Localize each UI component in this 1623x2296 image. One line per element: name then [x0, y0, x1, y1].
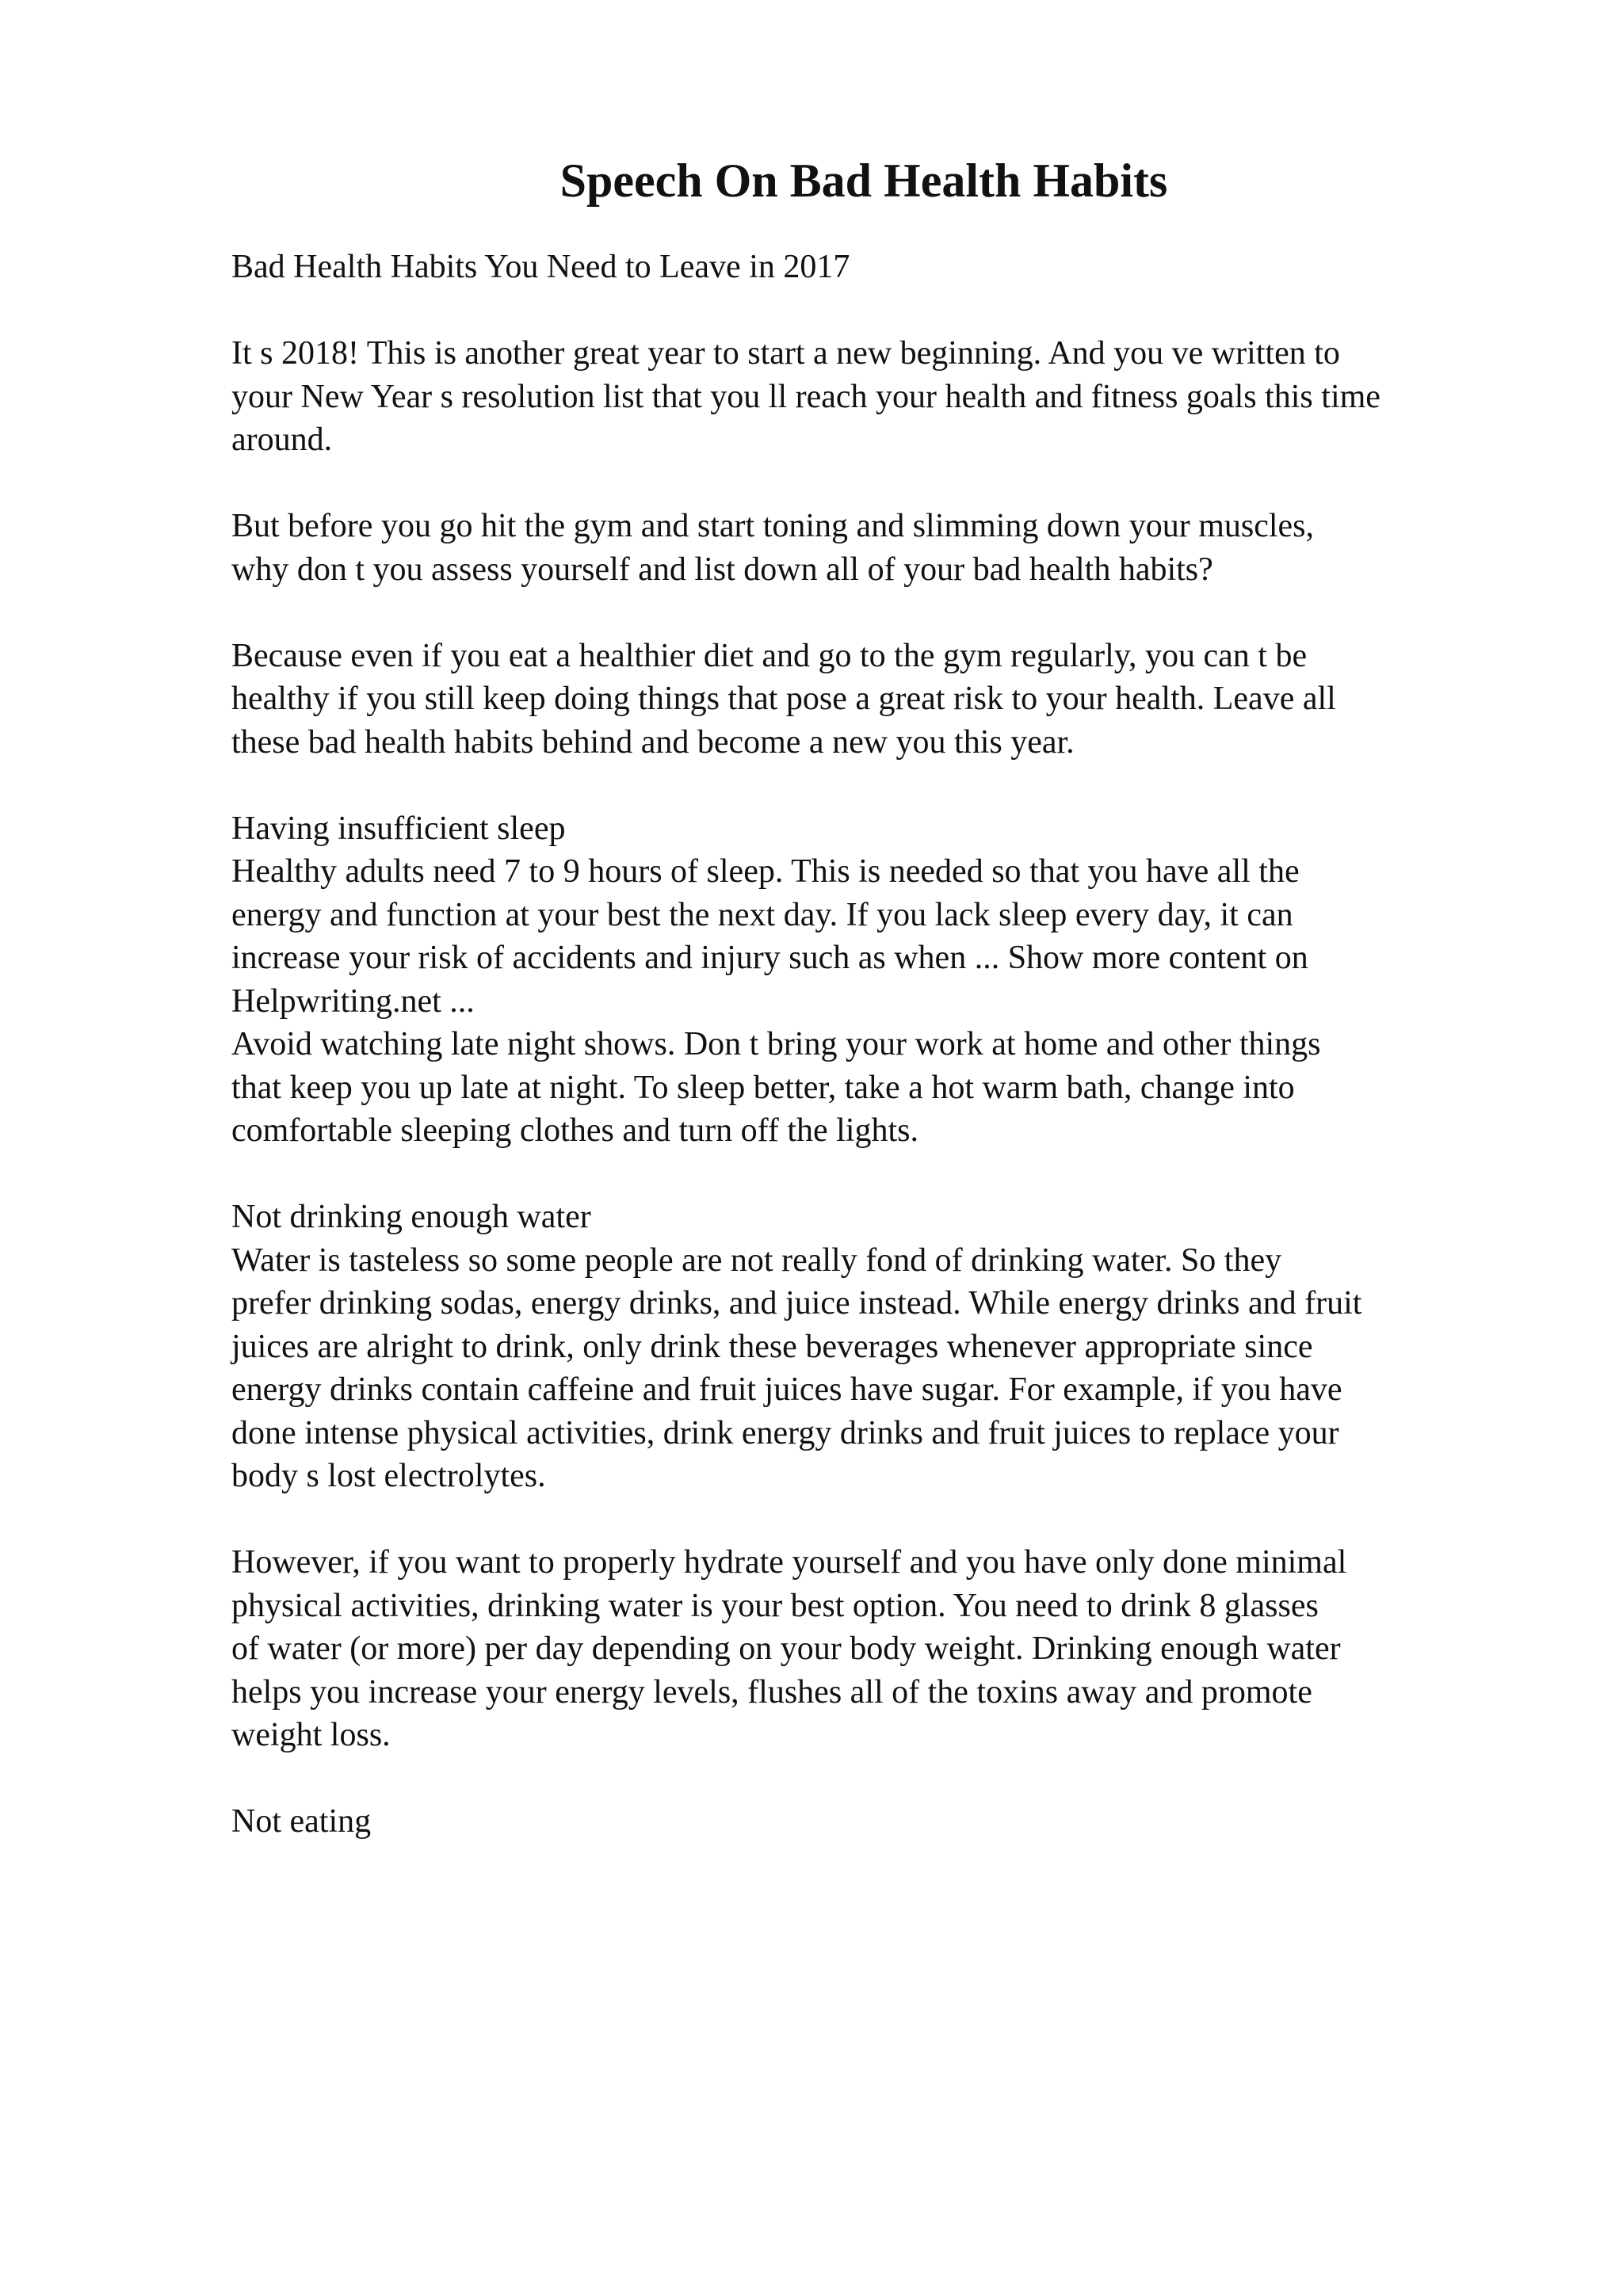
paragraph-sleep: Having insufficient sleep Healthy adults need 7 to 9 hours of sleep. This is needed so that you have all the energy and function at your best the next day. If you lack sleep every day, it can increase your risk of accidents and injury such as when ... Show more content on Helpwriting.net ... Avoid watching late night shows. Don t bring your work at home and other things that keep you up late at night. To sleep better, take a hot warm bath, change into comfortable sleeping clothes and turn off the lights. [231, 810, 1321, 1149]
paragraph-hydrate: However, if you want to properly hydrate yourself and you have only done minimal physical activities, drinking water is your best option. You need to drink 8 glasses of water (or more) per day depending on your body weight. Drinking enough water helps you increase your energy levels, flushes all of the toxins away and promote weight loss. [231, 1544, 1347, 1753]
paragraph-gap [231, 764, 1531, 807]
paragraph-not-eating: Not eating [231, 1803, 372, 1840]
paragraph-intro: It s 2018! This is another great year to start a new beginning. And you ve written to your New Year s resolution list that you ll reach your health and fitness goals this time around. [231, 335, 1381, 458]
paragraph-gap [231, 1153, 1531, 1196]
page-title: Speech On Bad Health Habits [559, 154, 1168, 207]
paragraph-water: Not drinking enough water Water is tasteless so some people are not really fond of drinking water. So they prefer drinking sodas, energy drinks, and juice instead. While energy drinks and fruit juices are alright to drink, only drink these beverages whenever appropriate since energy drinks contain caffeine and fruit juices have sugar. For example, if you have done intense physical activities, drink energy drinks and fruit juices to replace your body s lost electrolytes. [231, 1199, 1362, 1494]
paragraph-assess: But before you go hit the gym and start toning and slimming down your muscles, why don t you assess yourself and list down all of your bad health habits? [231, 508, 1315, 588]
paragraph-gap [231, 289, 1531, 333]
paragraph-gap [231, 1757, 1531, 1801]
paragraph-subtitle: Bad Health Habits You Need to Leave in 2017 [231, 249, 850, 285]
paragraph-gap [231, 1498, 1531, 1542]
paragraph-gap [231, 591, 1531, 635]
document-body [231, 246, 1531, 1844]
paragraph-risk: Because even if you eat a healthier diet and go to the gym regularly, you can t be healthy if you still keep doing things that pose a great risk to your health. Leave all these bad health habits behind and become a new you this year. [231, 637, 1336, 761]
paragraph-gap [231, 462, 1531, 505]
